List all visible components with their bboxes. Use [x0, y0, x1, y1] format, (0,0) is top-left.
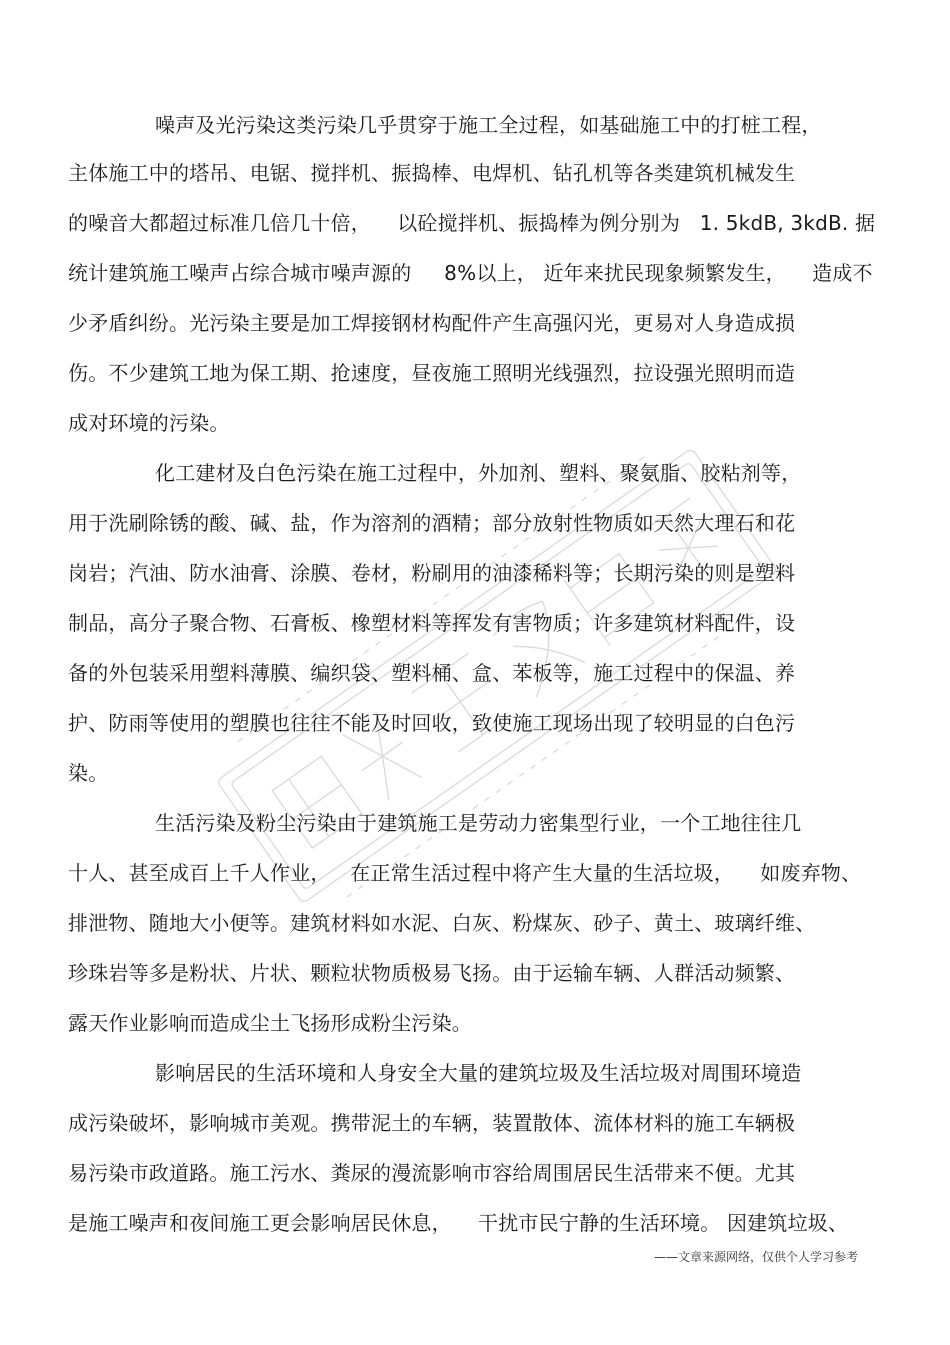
paragraph-2-line-3: 岗岩；汽油、防水油膏、涂膜、卷材，粉刷用的油漆稀料等；长期污染的则是塑料	[68, 561, 796, 585]
paragraph-1-line-3: 的噪音大都超过标准几倍几十倍， 以砼搅拌机、振捣棒为例分别为 1. 5kdB, 3kdB. 据	[68, 211, 876, 235]
paragraph-2-line-7: 染。	[68, 761, 109, 785]
paragraph-3-line-3: 排泄物、随地大小便等。建筑材料如水泥、白灰、粉煤灰、砂子、黄土、玻璃纤维、	[68, 911, 816, 935]
source-footer-note: ——文章来源网络，仅供个人学习参考	[653, 1250, 858, 1264]
paragraph-3-line-4: 珍珠岩等多是粉状、片状、颗粒状物质极易飞扬。由于运输车辆、人群活动频繁、	[68, 961, 796, 985]
paragraph-1-line-4: 统计建筑施工噪声占综合城市噪声源的 8%以上， 近年来扰民现象频繁发生， 造成不	[68, 261, 873, 285]
paragraph-4-line-2: 成污染破坏，影响城市美观。携带泥土的车辆，装置散体、流体材料的施工车辆极	[68, 1111, 796, 1135]
paragraph-3-line-1: 生活污染及粉尘污染由于建筑施工是劳动力密集型行业，一个工地往往几	[155, 811, 802, 835]
paragraph-1-line-6: 伤。不少建筑工地为保工期、抢速度，昼夜施工照明光线强烈，拉设强光照明而造	[68, 361, 796, 385]
paragraph-3-line-5: 露天作业影响而造成尘土飞扬形成粉尘污染。	[68, 1011, 472, 1035]
paragraph-4-line-4: 是施工噪声和夜间施工更会影响居民休息， 干扰市民宁静的生活环境。 因建筑垃圾、	[68, 1211, 849, 1235]
paragraph-2-line-2: 用于洗刷除锈的酸、碱、盐，作为溶剂的酒精；部分放射性物质如天然大理石和花	[68, 511, 796, 535]
paragraph-4-line-1: 影响居民的生活环境和人身安全大量的建筑垃圾及生活垃圾对周围环境造	[155, 1061, 802, 1085]
paragraph-1-line-7: 成对环境的污染。	[68, 411, 230, 435]
paragraph-1-line-1: 噪声及光污染这类污染几乎贯穿于施工全过程，如基础施工中的打桩工程，	[155, 113, 822, 137]
paragraph-3-line-2: 十人、甚至成百上千人作业， 在正常生活过程中将产生大量的生活垃圾， 如废弃物、	[68, 861, 862, 885]
paragraph-2-line-5: 备的外包装采用塑料薄膜、编织袋、塑料桶、盒、苯板等，施工过程中的保温、养	[68, 661, 796, 685]
paragraph-2-line-4: 制品，高分子聚合物、石膏板、橡塑材料等挥发有害物质；许多建筑材料配件，设	[68, 611, 796, 635]
paragraph-1-line-2: 主体施工中的塔吊、电锯、搅拌机、振捣棒、电焊机、钻孔机等各类建筑机械发生	[68, 161, 796, 185]
paragraph-2-line-6: 护、防雨等使用的塑膜也往往不能及时回收，致使施工现场出现了较明显的白色污	[68, 711, 796, 735]
paragraph-4-line-3: 易污染市政道路。施工污水、粪尿的漫流影响市容给周围居民生活带来不便。尤其	[68, 1161, 796, 1185]
paragraph-2-line-1: 化工建材及白色污染在施工过程中，外加剂、塑料、聚氨脂、胶粘剂等，	[155, 461, 802, 485]
paragraph-1-line-5: 少矛盾纠纷。光污染主要是加工焊接钢材构配件产生高强闪光，更易对人身造成损	[68, 311, 796, 335]
